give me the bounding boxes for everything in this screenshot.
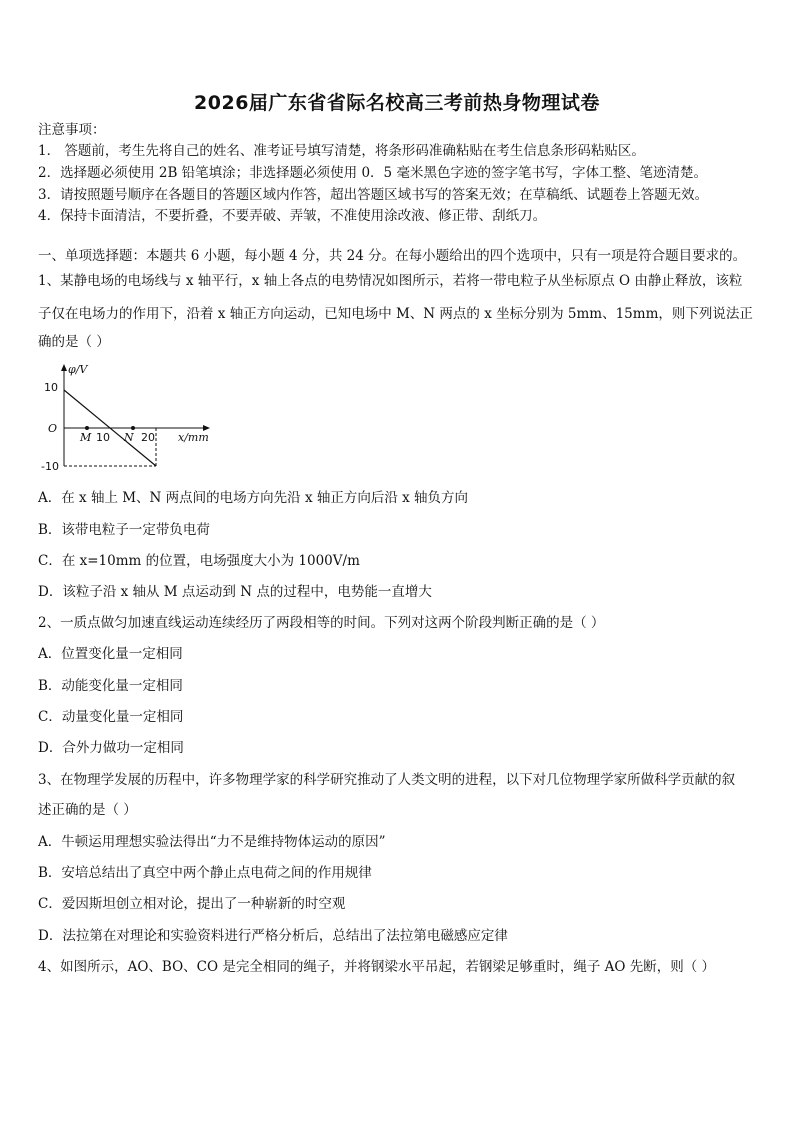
question-1-stem: 子仅在电场力的作用下，沿着 x 轴正方向运动，已知电场中 M、N 两点的 x 坐标分别为 5mm、15mm，则下列说法正 [38, 306, 753, 322]
question-1-option-a: A．在 x 轴上 M、N 两点间的电场方向先沿 x 轴正方向后沿 x 轴负方向 [38, 490, 469, 506]
note-item: 3．请按照题号顺序在各题目的答题区域内作答，超出答题区域书写的答案无效；在草稿纸、试题卷上答题无效。 [38, 187, 709, 203]
note-item: 2．选择题必须使用 2B 铅笔填涂；非选择题必须使用 0．5 毫米黑色字迹的签字笔书写，字体工整、笔迹清楚。 [38, 165, 707, 181]
origin-label: O [48, 422, 58, 435]
question-1-option-d: D．该粒子沿 x 轴从 M 点运动到 N 点的过程中，电势能一直增大 [38, 584, 432, 600]
y-axis-arrow [61, 364, 67, 371]
point-n-label: N [124, 431, 134, 444]
point-m-dot [85, 426, 89, 430]
y-tick-label-bottom: -10 [41, 460, 59, 473]
note-item: 4．保持卡面清洁，不要折叠，不要弄破、弄皱，不准使用涂改液、修正带、刮纸刀。 [38, 208, 547, 224]
question-2-option-b: B．动能变化量一定相同 [38, 678, 183, 694]
question-1-option-b: B．该带电粒子一定带负电荷 [38, 522, 210, 538]
exam-title: 2026届广东省省际名校高三考前热身物理试卷 [194, 92, 600, 114]
potential-graph [38, 362, 220, 476]
note-item: 1． 答题前，考生先将自己的姓名、准考证号填写清楚，将条形码准确粘贴在考生信息条形码粘贴区。 [38, 143, 645, 159]
x-tick-label-20: 20 [141, 431, 155, 444]
notes-heading: 注意事项： [38, 122, 106, 138]
question-2-option-d: D．合外力做功一定相同 [38, 740, 184, 756]
question-3-option-d: D．法拉第在对理论和实验资料进行严格分析后，总结出了法拉第电磁感应定律 [38, 928, 508, 944]
y-axis-label: φ/V [68, 363, 88, 376]
x-axis-label: x/mm [178, 431, 209, 444]
question-2-option-a: A．位置变化量一定相同 [38, 646, 183, 662]
question-1-stem: 确的是（ ） [38, 334, 110, 350]
question-4-stem: 4、如图所示，AO、BO、CO 是完全相同的绳子，并将钢梁水平吊起，若钢梁足够重时，绳子 AO 先断，则（ ） [38, 959, 716, 975]
point-n-dot [131, 426, 135, 430]
question-3-stem: 3、在物理学发展的历程中，许多物理学家的科学研究推动了人类文明的进程，以下对几位物理学家所做科学贡献的叙 [38, 772, 736, 788]
question-2-stem: 2、一质点做匀加速直线运动连续经历了两段相等的时间。下列对这两个阶段判断正确的是（ ） [38, 615, 605, 631]
question-3-option-a: A．牛顿运用理想实验法得出“力不是维持物体运动的原因” [38, 834, 386, 850]
x-tick-label-10: 10 [96, 431, 110, 444]
point-m-label: M [80, 431, 92, 444]
question-2-option-c: C．动量变化量一定相同 [38, 709, 184, 725]
question-1-stem: 1、某静电场的电场线与 x 轴平行，x 轴上各点的电势情况如图所示，若将一带电粒子从坐标原点 O 由静止释放，该粒 [38, 273, 743, 289]
question-3-option-b: B．安培总结出了真空中两个静止点电荷之间的作用规律 [38, 865, 372, 881]
y-tick-label-top: 10 [44, 381, 58, 394]
question-3-option-c: C．爱因斯坦创立相对论，提出了一种崭新的时空观 [38, 896, 346, 912]
question-1-option-c: C．在 x=10mm 的位置，电场强度大小为 1000V/m [38, 553, 360, 569]
section-heading: 一、单项选择题：本题共 6 小题，每小题 4 分，共 24 分。在每小题给出的四个选项中，只有一项是符合题目要求的。 [38, 248, 747, 264]
question-3-stem: 述正确的是（ ） [38, 802, 137, 818]
